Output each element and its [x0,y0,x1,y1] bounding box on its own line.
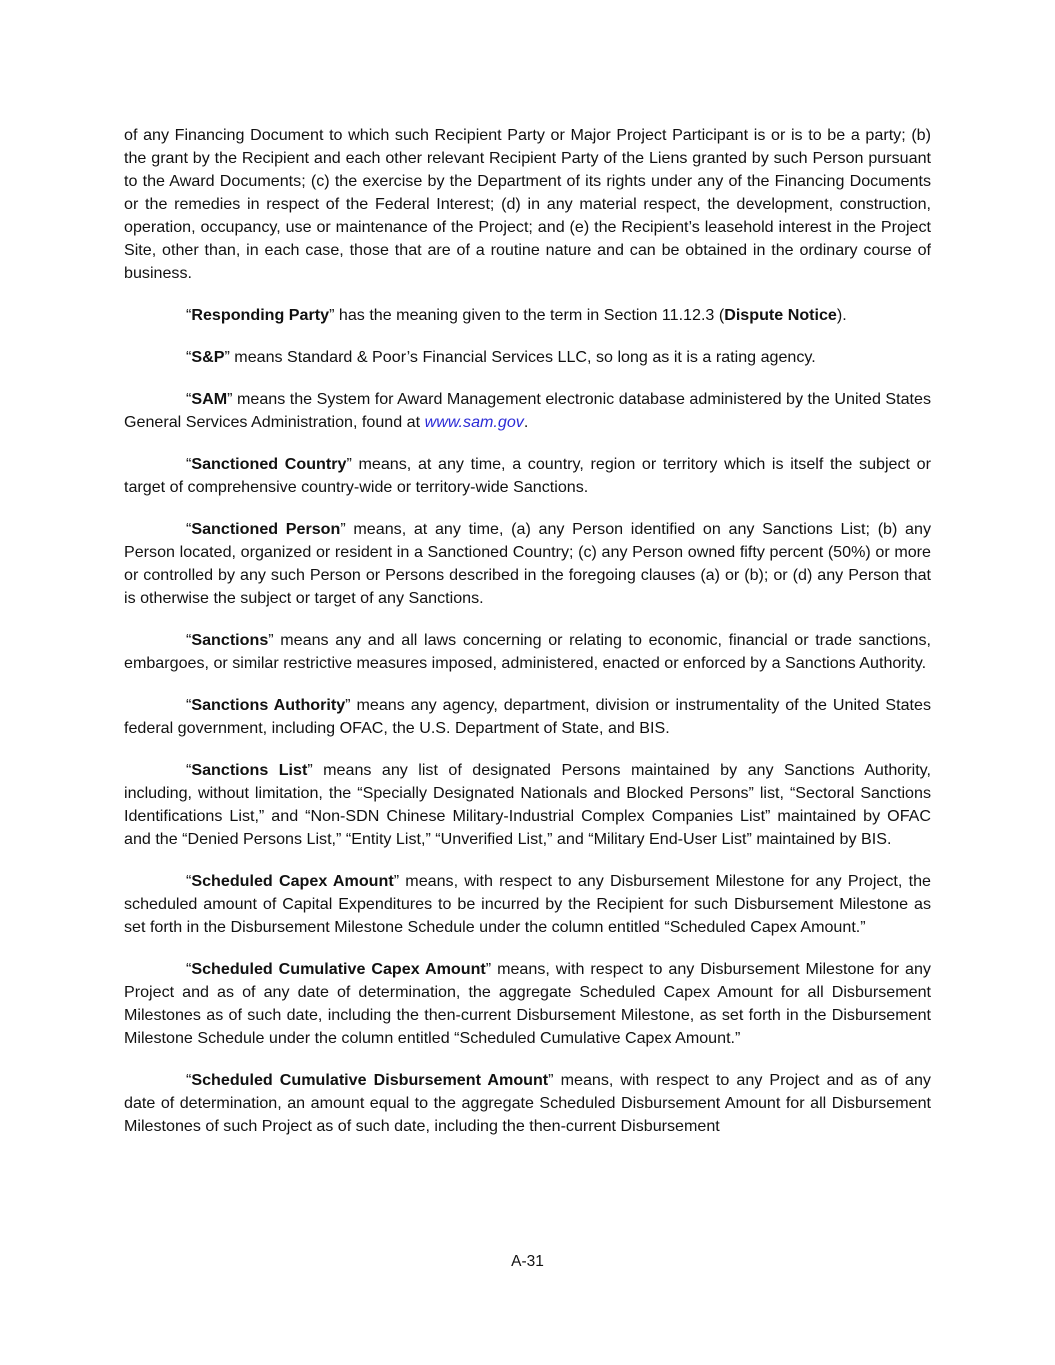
defined-term: Responding Party [191,306,330,324]
definition-text: ” means, with respect to any Disbursement Milestone for any Project, the scheduled amount of Capital Expenditures to be incurred by the Recipient for such Disbursement Milestone as set forth in the Disbursement Milestone Schedule under the column entitled “Scheduled Capex Amount.” [124,872,931,936]
defined-term: Sanctioned Country [191,455,347,473]
definition-scheduled-capex-amount [124,870,931,939]
definition-sanctions-list [124,759,931,851]
definition-text: ” means Standard & Poor’s Financial Services LLC, so long as it is a rating agency. [224,348,816,366]
intro-paragraph: of any Financing Document to which such Recipient Party or Major Project Participant is or is to be a party; (b) the grant by the Recipient and each other relevant Recipient Party of the Liens granted by such Person pursuant to the Award Documents; (c) the exercise by the Department of its rights under any of the Financing Documents or the remedies in respect of the Federal Interest; (d) in any material respect, the development, construction, operation, occupancy, use or maintenance of the Project; and (e) the Recipient’s leasehold interest in the Project Site, other than, in each case, those that are of a routine nature and can be obtained in the ordinary course of business. [124,126,931,282]
sam-gov-link[interactable]: www.sam.gov [424,413,524,431]
definition-responding-party [124,304,931,327]
defined-term: SAM [191,390,228,408]
defined-term: Sanctions [191,631,269,649]
definition-text: ” means, with respect to any Disbursement Milestone for any Project and as of any date of determination, the aggregate Scheduled Capex Amount for all Disbursement Milestones as of such date, including the then-current Disbursement Milestone, as set forth in the Disbursement Milestone Schedule under the column entitled “Scheduled Cumulative Capex Amount.” [124,960,931,1047]
quote-open: “ [186,390,192,408]
definition-text: ” has the meaning given to the term in Section 11.12.3 ( [329,306,725,324]
defined-term: Scheduled Cumulative Disbursement Amount [191,1071,549,1089]
definition-sam [124,388,931,434]
document-page [124,124,931,1157]
definition-text: ” means, at any time, (a) any Person identified on any Sanctions List; (b) any Person located, organized or resident in a Sanctioned Country; (c) any Person owned fifty percent (50%) or more or controlled by any such Person or Persons described in the foregoing clauses (a) or (b); or (d) any Person that is otherwise the subject or target of any Sanctions. [124,520,931,607]
quote-open: “ [186,872,192,890]
definition-text: ” means any agency, department, division or instrumentality of the United States federal government, including OFAC, the U.S. Department of State, and BIS. [124,696,931,737]
defined-term: Sanctions Authority [191,696,346,714]
definition-scheduled-cumulative-capex-amount [124,958,931,1050]
quote-open: “ [186,306,192,324]
defined-term: Scheduled Capex Amount [191,872,394,890]
definition-scheduled-cumulative-disbursement-amount [124,1069,931,1138]
definition-close: . [523,413,529,431]
defined-term: S&P [191,348,225,366]
definition-sanctions [124,629,931,675]
definition-sp [124,346,931,369]
defined-term: Scheduled Cumulative Capex Amount [191,960,486,978]
definition-close: ). [836,306,847,324]
definition-sanctions-authority [124,694,931,740]
quote-open: “ [186,761,192,779]
quote-open: “ [186,631,192,649]
quote-open: “ [186,696,192,714]
quote-open: “ [186,348,192,366]
definition-text: ” means any and all laws concerning or relating to economic, financial or trade sanctions, embargoes, or similar restrictive measures imposed, administered, enacted or enforced by a Sanctions Authority. [124,631,931,672]
section-reference: Dispute Notice [724,306,837,324]
definition-text: ” means any list of designated Persons maintained by any Sanctions Authority, including, without limitation, the “Specially Designated Nationals and Blocked Persons” list, “Sectoral Sanctions Identifications List,” and “Non-SDN Chinese Military-Industrial Complex Companies List” maintained by OFAC and the “Denied Persons List,” “Entity List,” “Unverified List,” and “Military End-User List” maintained by BIS. [124,761,931,848]
definition-sanctioned-person [124,518,931,610]
page-number: A-31 [511,1253,544,1270]
defined-term: Sanctions List [191,761,308,779]
defined-term: Sanctioned Person [191,520,341,538]
definition-text: ” means the System for Award Management electronic database administered by the United States General Services Administration, found at [124,390,931,431]
quote-open: “ [186,1071,192,1089]
definition-sanctioned-country [124,453,931,499]
definition-text: ” means, at any time, a country, region or territory which is itself the subject or target of comprehensive country-wide or territory-wide Sanctions. [124,455,931,496]
quote-open: “ [186,520,192,538]
definition-text: ” means, with respect to any Project and as of any date of determination, an amount equal to the aggregate Scheduled Disbursement Amount for all Disbursement Milestones of such Project as of such date, including the then-current Disbursement [124,1071,931,1135]
quote-open: “ [186,455,192,473]
quote-open: “ [186,960,192,978]
